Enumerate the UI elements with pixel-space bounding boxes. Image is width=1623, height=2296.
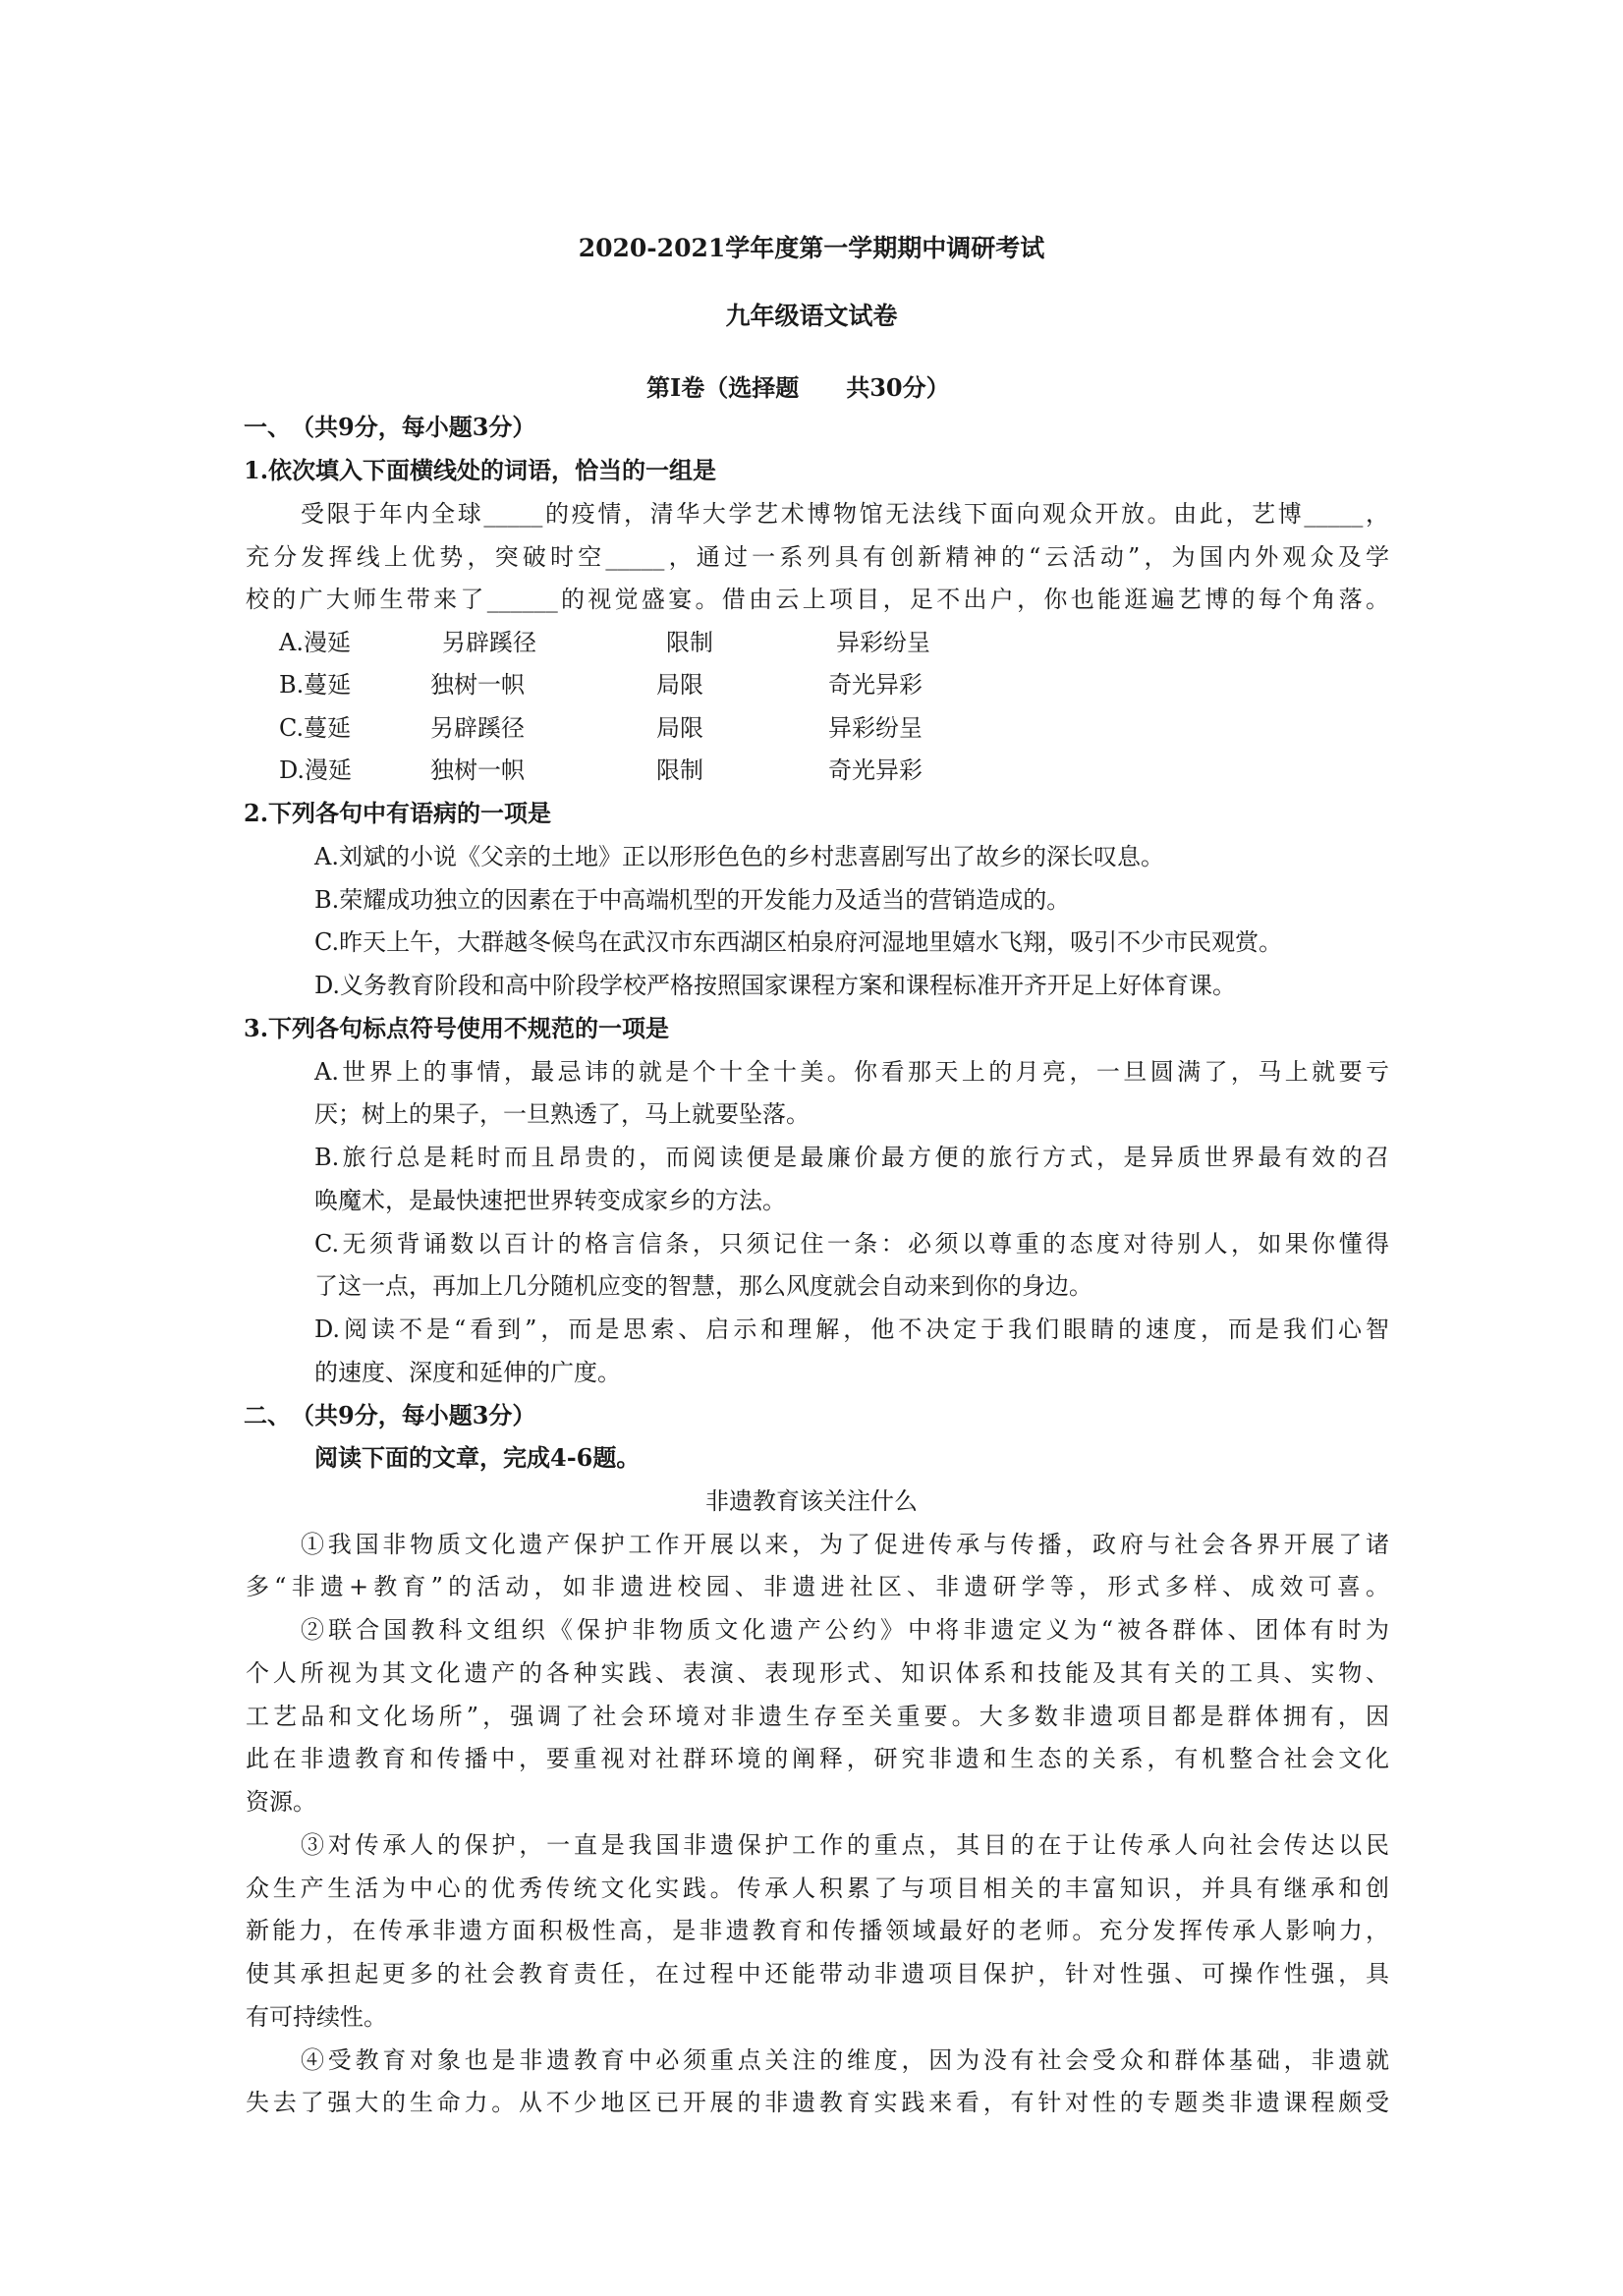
article-paragraph-line: ③对传承人的保护，一直是我国非遗保护工作的重点，其目的在于让传承人向社会传达以民: [301, 1831, 1389, 1859]
question-2-option[interactable]: D.义务教育阶段和高中阶段学校严格按照国家课程方案和课程标准开齐开足上好体育课。: [314, 972, 1237, 999]
question-1-passage-line: 校的广大师生带来了______的视觉盛宴。借由云上项目，足不出户，你也能逛遍艺博的每个角落。: [246, 586, 1389, 613]
article-paragraph-line: 此在非遗教育和传播中，要重视对社群环境的阐释，研究非遗和生态的关系，有机整合社会文化: [246, 1745, 1389, 1772]
option-label: B.蔓延: [279, 671, 352, 699]
question-2-stem: 2.下列各句中有语病的一项是: [244, 799, 552, 827]
option-label: C.蔓延: [279, 714, 352, 742]
section-2-heading: 二、 （共9分，每小题3分）: [244, 1401, 536, 1429]
exam-subtitle: 九年级语文试卷: [725, 302, 898, 330]
question-3-stem: 3.下列各句标点符号使用不规范的一项是: [244, 1014, 670, 1042]
question-2-option[interactable]: C.昨天上午，大群越冬候鸟在武汉市东西湖区柏泉府河湿地里嬉水飞翔，吸引不少市民观赏。: [314, 928, 1283, 956]
article-paragraph-line: 工艺品和文化场所”，强调了社会环境对非遗生存至关重要。大多数非遗项目都是群体拥有，因: [246, 1703, 1389, 1730]
article-paragraph-line: 有可持续性。: [246, 2003, 387, 2031]
option-word: 异彩纷呈: [828, 714, 923, 742]
option-word: 限制: [666, 629, 713, 656]
article-paragraph-line: 个人所视为其文化遗产的各种实践、表演、表现形式、知识体系和技能及其有关的工具、实物、: [246, 1659, 1389, 1687]
article-paragraph-line: ①我国非物质文化遗产保护工作开展以来，为了促进传承与传播，政府与社会各界开展了诸: [301, 1531, 1389, 1558]
exam-title: 2020-2021学年度第一学期期中调研考试: [578, 234, 1045, 262]
volume-heading: 第Ⅰ卷（选择题 共30分）: [646, 373, 950, 402]
article-title: 非遗教育该关注什么: [705, 1487, 918, 1515]
article-paragraph-line: 资源。: [246, 1788, 316, 1816]
article-paragraph-line: 众生产生活为中心的优秀传统文化实践。传承人积累了与项目相关的丰富知识，并具有继承和创: [246, 1875, 1389, 1902]
question-1-passage-line: 充分发挥线上优势，突破时空_____，通过一系列具有创新精神的“云活动”，为国内外观众及学: [246, 543, 1389, 571]
option-text-line: D.阅读不是“看到”，而是思索、启示和理解，他不决定于我们眼睛的速度，而是我们心智: [314, 1316, 1389, 1343]
question-2-option[interactable]: A.刘斌的小说《父亲的土地》正以形形色色的乡村悲喜剧写出了故乡的深长叹息。: [314, 843, 1164, 870]
option-word: 奇光异彩: [828, 671, 923, 699]
article-paragraph-line: 新能力，在传承非遗方面积极性高，是非遗教育和传播领域最好的老师。充分发挥传承人影响力，: [246, 1917, 1389, 1944]
option-label: D.漫延: [279, 756, 353, 784]
option-text-line: 厌；树上的果子，一旦熟透了，马上就要坠落。: [314, 1100, 810, 1128]
option-word: 另辟蹊径: [430, 714, 525, 742]
option-text-line: 的速度、深度和延伸的广度。: [314, 1359, 621, 1386]
option-word: 限制: [656, 756, 703, 784]
option-word: 异彩纷呈: [836, 629, 930, 656]
question-1-passage-line: 受限于年内全球_____的疫情，清华大学艺术博物馆无法线下面向观众开放。由此，艺博_____，: [301, 500, 1389, 528]
article-paragraph-line: ④受教育对象也是非遗教育中必须重点关注的维度，因为没有社会受众和群体基础，非遗就: [301, 2046, 1389, 2074]
option-text-line: A.世界上的事情，最忌讳的就是个十全十美。你看那天上的月亮，一旦圆满了，马上就要亏: [314, 1058, 1389, 1086]
reading-instruction: 阅读下面的文章，完成4-6题。: [314, 1443, 641, 1472]
option-word: 另辟蹊径: [442, 629, 536, 656]
option-text-line: B.旅行总是耗时而且昂贵的，而阅读便是最廉价最方便的旅行方式，是异质世界最有效的召: [314, 1144, 1389, 1171]
article-paragraph-line: 多“非遗+教育”的活动，如非遗进校园、非遗进社区、非遗研学等，形式多样、成效可喜。: [246, 1573, 1389, 1600]
option-word: 局限: [656, 671, 703, 699]
article-paragraph-line: 失去了强大的生命力。从不少地区已开展的非遗教育实践来看，有针对性的专题类非遗课程颇受: [246, 2089, 1389, 2116]
option-word: 独树一帜: [430, 756, 525, 784]
option-text-line: 了这一点，再加上几分随机应变的智慧，那么风度就会自动来到你的身边。: [314, 1272, 1092, 1300]
option-label: A.漫延: [279, 629, 351, 656]
option-word: 奇光异彩: [828, 756, 923, 784]
option-text-line: 唤魔术，是最快速把世界转变成家乡的方法。: [314, 1187, 786, 1214]
article-paragraph-line: 使其承担起更多的社会教育责任，在过程中还能带动非遗项目保护，针对性强、可操作性强，具: [246, 1960, 1389, 1988]
section-1-heading: 一、 （共9分，每小题3分）: [244, 413, 536, 441]
option-text-line: C.无须背诵数以百计的格言信条，只须记住一条：必须以尊重的态度对待别人，如果你懂得: [314, 1230, 1389, 1258]
question-1-stem: 1.依次填入下面横线处的词语，恰当的一组是: [244, 456, 717, 484]
article-paragraph-line: ②联合国教科文组织《保护非物质文化遗产公约》中将非遗定义为“被各群体、团体有时为: [301, 1616, 1389, 1644]
option-word: 独树一帜: [430, 671, 525, 699]
option-word: 局限: [656, 714, 703, 742]
question-2-option[interactable]: B.荣耀成功独立的因素在于中高端机型的开发能力及适当的营销造成的。: [314, 886, 1071, 914]
